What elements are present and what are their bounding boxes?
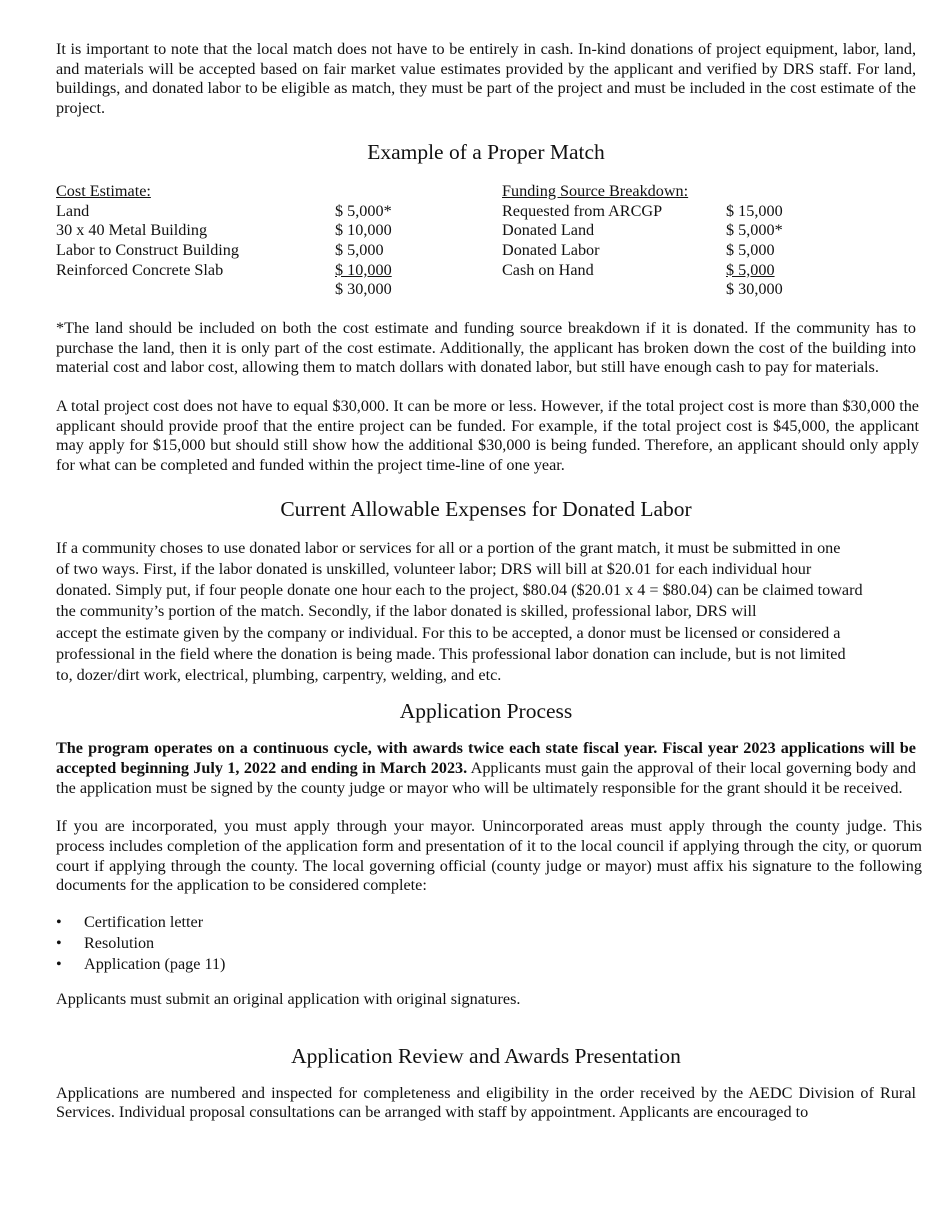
review-heading: Application Review and Awards Presentation [291, 1043, 681, 1068]
cost-amount: $ 5,000* [335, 201, 392, 220]
document-page [56, 40, 922, 1123]
cost-label: Labor to Construct Building [56, 240, 239, 259]
documents-list [56, 913, 916, 976]
process-bold-text: The program operates on a continuous cycle, with awards twice each state fiscal year. Fiscal year 2023 applications will be accepted beginning July 1, 2022 and ending in March 2023. [56, 739, 916, 777]
match-tables [56, 182, 916, 302]
table-row [502, 182, 783, 202]
labor-heading: Current Allowable Expenses for Donated Labor [280, 496, 692, 521]
funding-label: Donated Land [502, 221, 595, 240]
list-item: • Application (page 11) [56, 955, 226, 974]
bullet-icon: • [56, 955, 62, 974]
process-paragraph [56, 739, 916, 798]
cost-label: Reinforced Concrete Slab [56, 260, 224, 279]
text-line: the community’s portion of the match. Secondly, if the labor donated is skilled, professional labor, DRS will [56, 602, 757, 621]
text-line: to, dozer/dirt work, electrical, plumbing, carpentry, welding, and etc. [56, 665, 502, 684]
text-line: of two ways. First, if the labor donated is unskilled, volunteer labor; DRS will bill at $20.01 for each individual hour [56, 559, 812, 578]
funding-amount: $ 5,000 [726, 240, 775, 259]
cost-label: Land [56, 201, 90, 220]
table-row [56, 202, 392, 222]
intro-paragraph: It is important to note that the local match does not have to be entirely in cash. In-kind donations of project equipment, labor, land, and materials will be accepted based on fair market value estimates provided by the applicant and verified by DRS staff. For land, buildings, and donated labor to be eligible as match, they must be part of the project and must be included in the cost estimate of the project. [56, 40, 916, 118]
table-row [56, 261, 392, 281]
funding-amount: $ 5,000 [726, 260, 775, 279]
funding-amount: $ 5,000* [726, 221, 783, 240]
text-line: professional in the field where the donation is being made. This professional labor donation can include, but is not limited [56, 644, 846, 663]
total-cost-paragraph: A total project cost does not have to equal $30,000. It can be more or less. However, if the total project cost is more than $30,000 the applicant should provide proof that the entire project can be funded. For example, if the total project cost is $45,000, the applicant may apply for $15,000 but should still show how the additional $30,000 is being funded. Therefore, an applicant should only apply for what can be completed and funded within the project time-line of one year. [56, 396, 919, 475]
process-heading: Application Process [399, 699, 573, 724]
process-rest-text: Applicants must gain the approval of their local governing body and the application must be signed by the county judge or mayor who will be ultimately responsible for the grant should it be received. [56, 758, 916, 797]
list-item: • Certification letter [56, 913, 204, 932]
funding-breakdown-table [502, 182, 783, 300]
bullet-icon: • [56, 913, 62, 932]
cost-amount: $ 10,000 [335, 260, 392, 279]
table-row [502, 221, 783, 241]
table-row [502, 280, 783, 300]
cost-estimate-header: Cost Estimate: [56, 181, 151, 200]
table-row [502, 261, 783, 281]
funding-label: Cash on Hand [502, 260, 594, 279]
funding-label: Donated Labor [502, 240, 600, 259]
funding-amount: $ 15,000 [726, 201, 783, 220]
cost-amount: $ 10,000 [335, 221, 392, 240]
bullet-icon: • [56, 934, 62, 953]
cost-total: $ 30,000 [335, 280, 392, 299]
text-line: If a community choses to use donated labor or services for all or a portion of the grant match, it must be submitted in one [56, 538, 841, 557]
list-item: • Resolution [56, 934, 155, 953]
cost-label: 30 x 40 Metal Building [56, 221, 208, 240]
match-heading: Example of a Proper Match [367, 139, 605, 164]
table-row [56, 221, 392, 241]
cost-estimate-table [56, 182, 392, 300]
table-row [502, 241, 783, 261]
funding-breakdown-header: Funding Source Breakdown: [502, 181, 689, 200]
incorporated-paragraph: If you are incorporated, you must apply through your mayor. Unincorporated areas must apply through the county judge. This process includes completion of the application form and presentation of it to the local council if applying through the city, or quorum court if applying through the county. The local governing official (county judge or mayor) must affix his signature to the following documents for the application to be considered complete: [56, 817, 922, 895]
original-paragraph: Applicants must submit an original application with original signatures. [56, 990, 521, 1009]
table-row [56, 280, 392, 300]
review-paragraph: Applications are numbered and inspected for completeness and eligibility in the order received by the AEDC Division of Rural Services. Individual proposal consultations can be arranged with staff by appointment. Applicants are encouraged to [56, 1083, 916, 1122]
labor-paragraph [56, 538, 916, 686]
cost-amount: $ 5,000 [335, 240, 384, 259]
table-row [56, 182, 392, 202]
table-row [502, 202, 783, 222]
funding-total: $ 30,000 [726, 280, 783, 299]
table-row [56, 241, 392, 261]
text-line: accept the estimate given by the company or individual. For this to be accepted, a donor must be licensed or considered a [56, 623, 841, 642]
footnote-paragraph: *The land should be included on both the cost estimate and funding source breakdown if it is donated. If the community has to purchase the land, then it is only part of the cost estimate. Additionally, the applicant has broken down the cost of the building into material cost and labor cost, allowing them to match dollars with donated labor, but still have enough cash to pay for materials. [56, 318, 916, 377]
text-line: donated. Simply put, if four people donate one hour each to the project, $80.04 ($20.01 x 4 = $80.04) can be claimed toward [56, 581, 863, 600]
funding-label: Requested from ARCGP [502, 201, 663, 220]
